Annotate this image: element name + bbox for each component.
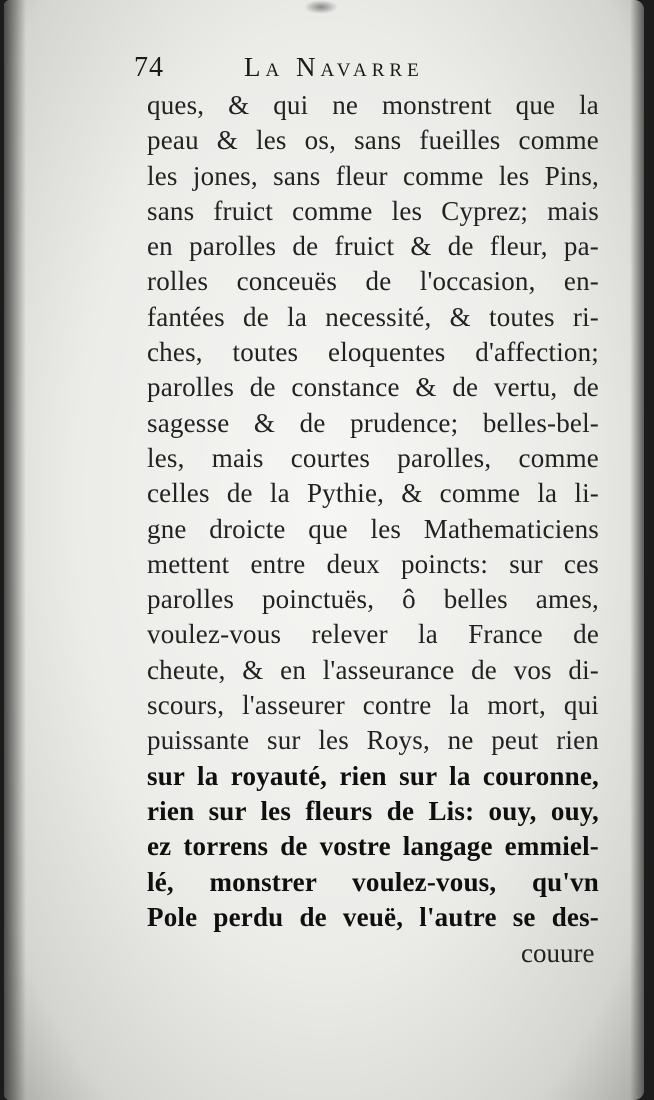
- text-line: mettent entre deux poincts: sur ces: [147, 548, 599, 579]
- text-line: scours, l'asseurer contre la mort, qui: [147, 690, 599, 721]
- text-line: les jones, sans fleur comme les Pins,: [147, 160, 599, 191]
- running-title: La Navarre: [244, 52, 424, 82]
- page-number: 74: [134, 52, 164, 83]
- text-line: parolles poinctuës, ô belles ames,: [147, 584, 599, 615]
- book-page: [4, 0, 644, 1100]
- text-line: voulez-vous relever la France de: [147, 619, 599, 650]
- text-line: en parolles de fruict & de fleur, pa-: [147, 231, 599, 262]
- text-line: Pole perdu de veuë, l'autre se des-: [147, 901, 599, 932]
- text-line: gne droicte que les Mathematiciens: [147, 513, 599, 544]
- text-line: cheute, & en l'asseurance de vos di-: [147, 654, 599, 685]
- text-line: sur la royauté, rien sur la couronne,: [147, 760, 599, 791]
- text-line: sans fruict comme les Cyprez; mais: [147, 195, 599, 226]
- text-line: fantées de la necessité, & toutes ri-: [147, 301, 599, 332]
- text-line: sagesse & de prudence; belles-bel-: [147, 407, 599, 438]
- catchword: couure: [521, 938, 595, 968]
- page-header: [134, 52, 604, 92]
- text-line: rolles conceuës de l'occasion, en-: [147, 266, 599, 297]
- text-line: lé, monstrer voulez-vous, qu'vn: [147, 866, 599, 897]
- text-line: les, mais courtes parolles, comme: [147, 442, 599, 473]
- text-line: parolles de constance & de vertu, de: [147, 372, 599, 403]
- text-line: ques, & qui ne monstrent que la: [147, 90, 599, 120]
- text-line: rien sur les fleurs de Lis: ouy, ouy,: [147, 795, 599, 826]
- text-line: celles de la Pythie, & comme la li-: [147, 478, 599, 509]
- text-line: ches, toutes eloquentes d'affection;: [147, 337, 599, 368]
- text-line: ez torrens de vostre langage emmiel-: [147, 831, 599, 862]
- text-line: peau & les os, sans fueilles comme: [147, 125, 599, 156]
- body-text: [147, 88, 599, 935]
- ink-smudge: [304, 0, 338, 14]
- text-line: puissante sur les Roys, ne peut rien: [147, 725, 599, 756]
